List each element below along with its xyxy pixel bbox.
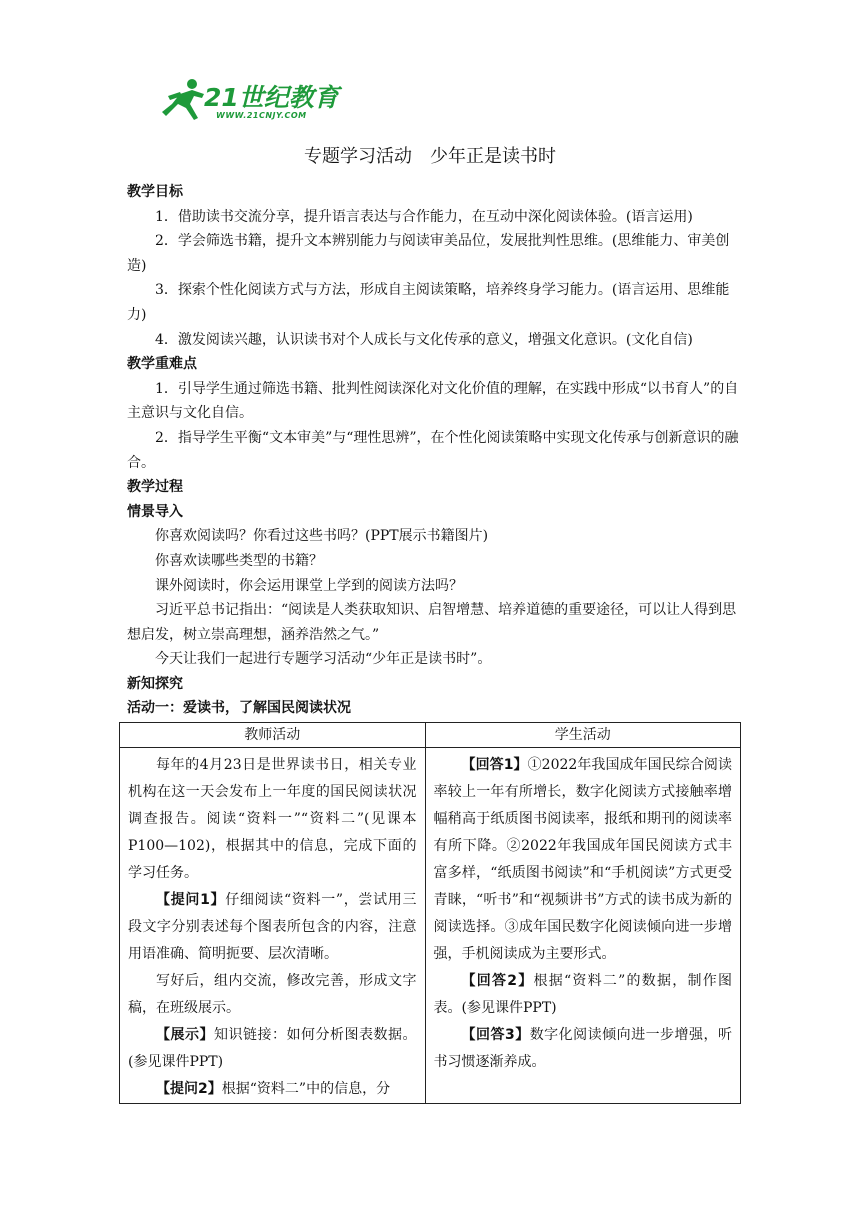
teacher-paragraph: 每年的4月23日是世界读书日，相关专业机构在这一天会发布上一年度的国民阅读状况调查报告。阅读“资料一”“资料二”(见课本P100—102)，根据其中的信息，完成下面的学习任务。	[128, 757, 417, 882]
logo	[158, 76, 358, 126]
intro-paragraph: 习近平总书记指出：“阅读是人类获取知识、启智增慧、培养道德的重要途径，可以让人得到思想启发，树立崇高理想，涵养浩然之气。”	[127, 602, 737, 643]
intro-paragraph: 你喜欢读哪些类型的书籍？	[155, 552, 323, 569]
goal-item: 4．激发阅读兴趣，认识读书对个人成长与文化传承的意义，增强文化意识。(文化自信)	[155, 331, 693, 348]
col-header-teacher: 教师活动	[120, 723, 426, 748]
goals-heading: 教学目标	[127, 184, 183, 200]
teacher-paragraph: 【展示】知识链接：如何分析图表数据。(参见课件PPT)	[128, 1027, 417, 1071]
intro-paragraph: 今天让我们一起进行专题学习活动“少年正是读书时”。	[155, 651, 492, 668]
student-paragraph: 【回答1】①2022年我国成年国民综合阅读率较上一年有所增长，数字化阅读方式接触率增幅稍高于纸质图书阅读率，报纸和期刊的阅读率有所下降。②2022年我国成年国民阅读方式丰富多样，“纸质图书阅读”和“手机阅读”方式更受青睐，“听书”和“视频讲书”方式的读书成为新的阅读选择。③成年国民数字化阅读倾向进一步增强，手机阅读成为主要形式。	[433, 757, 732, 963]
col-header-student: 学生活动	[425, 723, 740, 748]
document-body	[127, 180, 743, 1104]
goal-item: 1．借助读书交流分享，提升语言表达与合作能力，在互动中深化阅读体验。(语言运用)	[155, 208, 693, 225]
student-paragraph: 【回答3】数字化阅读倾向进一步增强，听书习惯逐渐养成。	[433, 1027, 732, 1071]
runner-logo-icon	[158, 76, 208, 122]
intro-heading: 情景导入	[127, 503, 183, 520]
teacher-paragraph: 写好后，组内交流，修改完善，形成文字稿，在班级展示。	[128, 973, 417, 1017]
teacher-paragraph: 【提问2】根据“资料二”中的信息，分	[156, 1081, 391, 1098]
goal-item: 2．学会筛选书籍，提升文本辨别能力与阅读审美品位，发展批判性思维。(思维能力、审美创造)	[127, 233, 730, 274]
goal-item: 3．探索个性化阅读方式与方法，形成自主阅读策略，培养终身学习能力。(语言运用、思维能力)	[127, 282, 730, 323]
intro-paragraph: 你喜欢阅读吗？你看过这些书吗？(PPT展示书籍图片)	[155, 528, 489, 545]
student-activity-cell	[425, 748, 740, 1104]
activity-table	[119, 722, 741, 1104]
key-point-item: 1．引导学生通过筛选书籍、批判性阅读深化对文化价值的理解，在实践中形成“以书育人”的自主意识与文化自信。	[127, 380, 739, 422]
logo-url: WWW.21CNJY.COM	[216, 111, 307, 120]
document-title: 专题学习活动 少年正是读书时	[304, 146, 556, 167]
teacher-paragraph: 【提问1】仔细阅读“资料一”，尝试用三段文字分别表述每个图表所包含的内容，注意用语准确、简明扼要、层次清晰。	[128, 892, 417, 963]
logo-brand: 21世纪教育	[204, 83, 339, 112]
key-points-heading: 教学重难点	[127, 356, 197, 373]
teacher-activity-cell	[120, 748, 426, 1104]
process-heading: 教学过程	[127, 479, 183, 496]
key-point-item: 2．指导学生平衡“文本审美”与“理性思辨”，在个性化阅读策略中实现文化传承与创新意识的融合。	[127, 429, 739, 471]
student-paragraph: 【回答2】根据“资料二”的数据，制作图表。(参见课件PPT)	[433, 973, 732, 1017]
explore-heading: 新知探究	[127, 675, 183, 692]
activity-heading: 活动一：爱读书，了解国民阅读状况	[127, 700, 351, 717]
intro-paragraph: 课外阅读时，你会运用课堂上学到的阅读方法吗？	[155, 577, 463, 594]
